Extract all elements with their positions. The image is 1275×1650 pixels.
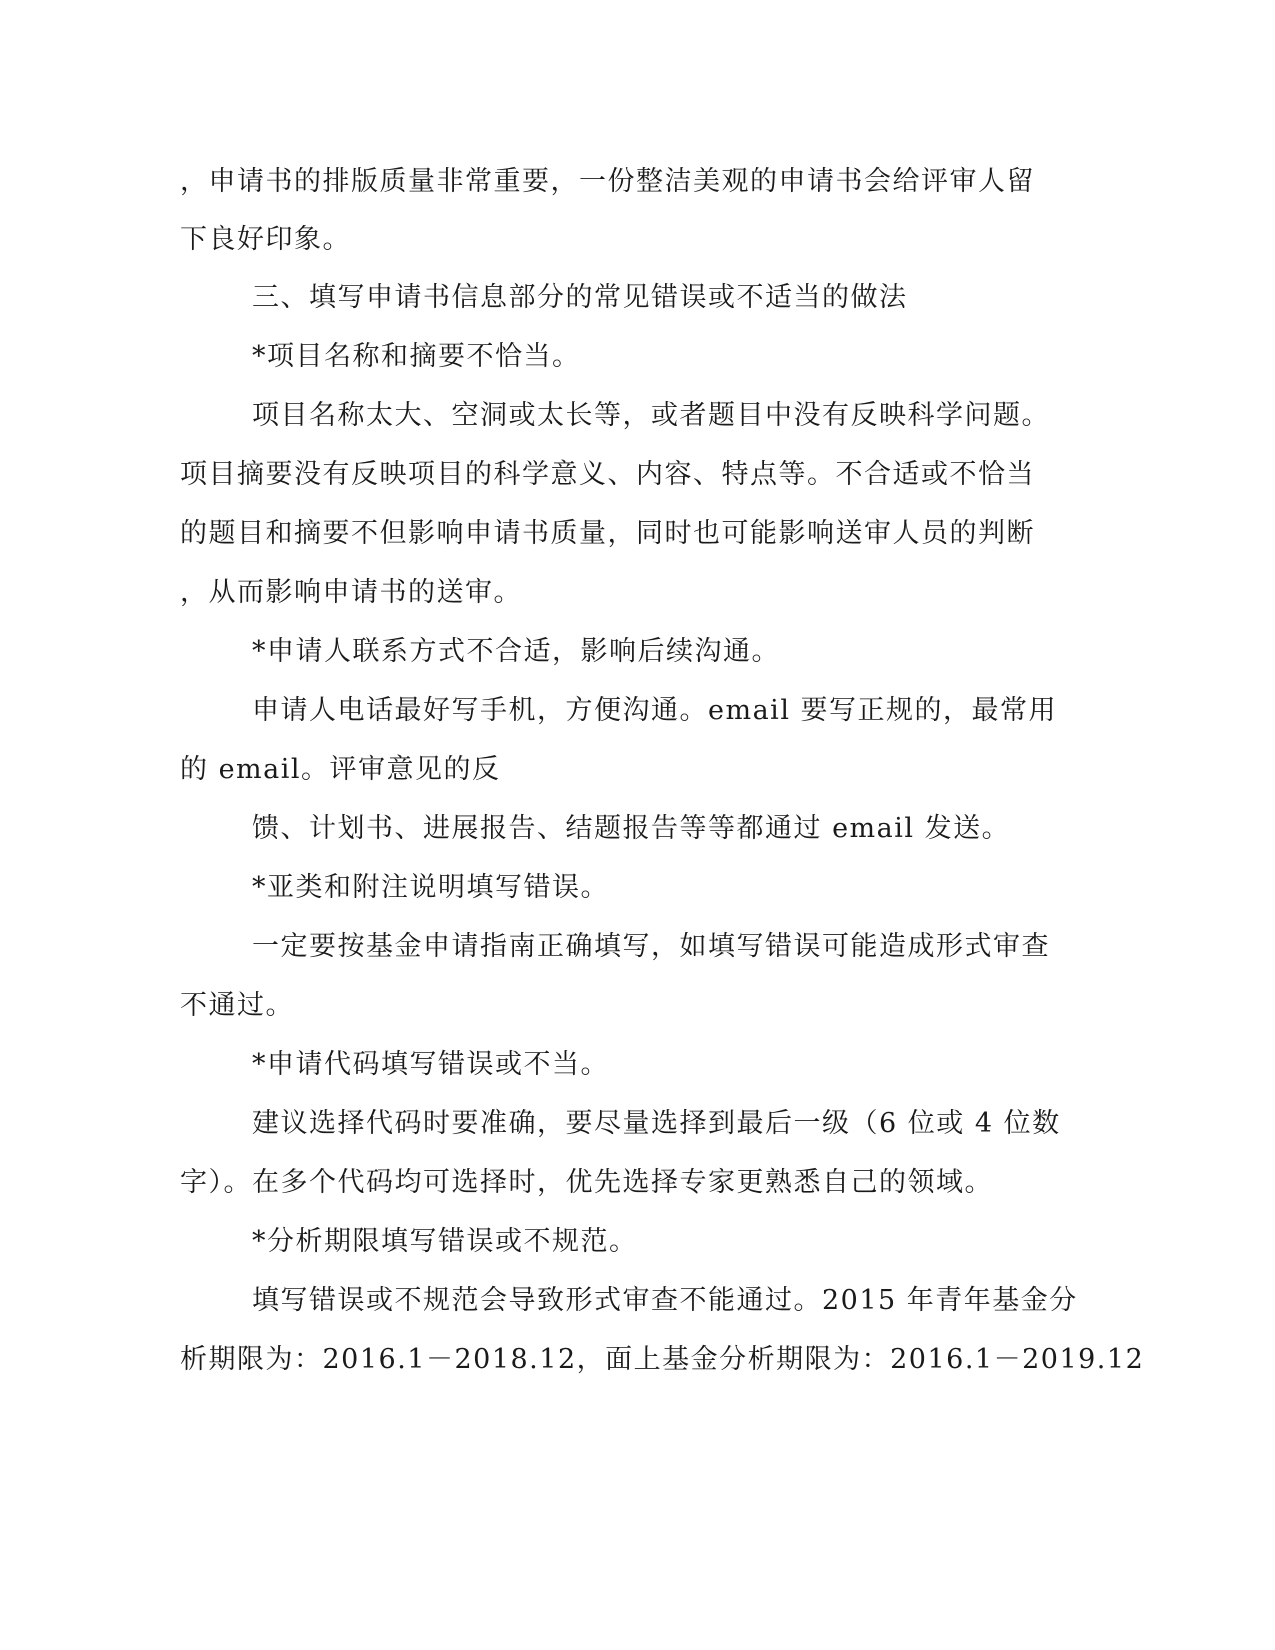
bullet-heading-project-name: *项目名称和摘要不恰当。 [252, 341, 581, 372]
bullet-heading-subclass: *亚类和附注说明填写错误。 [252, 872, 609, 903]
paragraph-line-18: 字）。在多个代码均可选择时，优先选择专家更熟悉自己的领域。 [180, 1167, 993, 1198]
paragraph-line-10: 申请人电话最好写手机，方便沟通。email 要写正规的，最常用 [252, 695, 1058, 726]
paragraph-line-20: 填写错误或不规范会导致形式审查不能通过。2015 年青年基金分 [252, 1285, 1078, 1316]
paragraph-line-17: 建议选择代码时要准确，要尽量选择到最后一级（6 位或 4 位数 [252, 1108, 1061, 1139]
paragraph-line-8: ，从而影响申请书的送审。 [180, 577, 522, 608]
bullet-heading-code: *申请代码填写错误或不当。 [252, 1049, 609, 1080]
paragraph-line-6: 项目摘要没有反映项目的科学意义、内容、特点等。不合适或不恰当 [180, 459, 1035, 490]
paragraph-line-12: 馈、计划书、进展报告、结题报告等等都通过 email 发送。 [252, 813, 1011, 844]
paragraph-line-15: 不通过。 [180, 990, 294, 1021]
paragraph-line-1: ，申请书的排版质量非常重要，一份整洁美观的申请书会给评审人留 [180, 166, 1035, 197]
bullet-heading-contact: *申请人联系方式不合适，影响后续沟通。 [252, 636, 780, 667]
paragraph-line-14: 一定要按基金申请指南正确填写，如填写错误可能造成形式审查 [252, 931, 1050, 962]
paragraph-line-5: 项目名称太大、空洞或太长等，或者题目中没有反映科学问题。 [252, 400, 1050, 431]
section-heading: 三、填写申请书信息部分的常见错误或不适当的做法 [252, 282, 908, 313]
paragraph-line-7: 的题目和摘要不但影响申请书质量，同时也可能影响送审人员的判断 [180, 518, 1035, 549]
paragraph-line-11: 的 email。评审意见的反 [180, 754, 501, 785]
bullet-heading-period: *分析期限填写错误或不规范。 [252, 1226, 638, 1257]
paragraph-line-21: 析期限为：2016.1－2018.12，面上基金分析期限为：2016.1－2019.12 [180, 1344, 1145, 1375]
paragraph-line-2: 下良好印象。 [180, 224, 351, 255]
